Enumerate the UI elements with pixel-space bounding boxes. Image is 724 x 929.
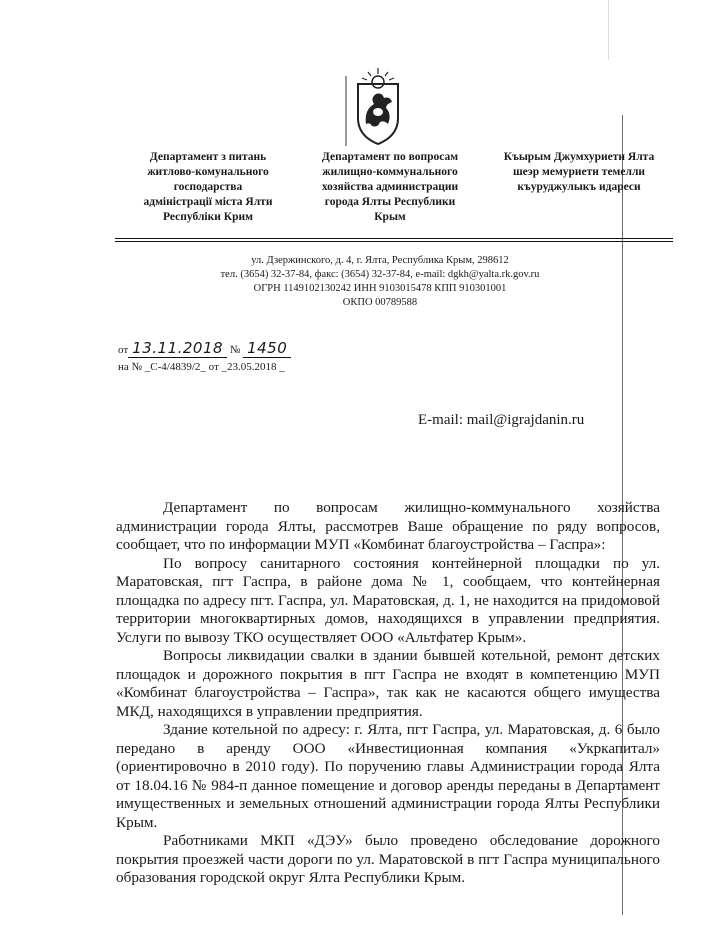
- paragraph: Работниками МКП «ДЭУ» было проведено обследование дорожного покрытия проезжей части дороги по ул. Маратовской в пгт Гаспра муниципального образования городской округ Ялта Республики Крым.: [116, 832, 660, 886]
- number-label: №: [229, 344, 241, 356]
- coat-of-arms-icon: [340, 66, 416, 150]
- dept-ct-line: шеэр мемуриети темелли: [512, 166, 646, 178]
- dept-ru-line: города Ялты Республики: [324, 196, 456, 208]
- scan-artifact-line: [608, 0, 609, 60]
- dept-ru-line: хозяйства администрации: [321, 181, 459, 193]
- dept-ru-line: жилищно-коммунального: [322, 166, 458, 178]
- dept-ua-line: Департамент з питань: [149, 151, 267, 163]
- reply-reference: на № _С-4/4839/2_ от _23.05.2018 _: [118, 361, 285, 373]
- registration-ids-line: ОГРН 1149102130242 ИНН 9103015478 КПП 910301001: [253, 283, 507, 294]
- department-name-ukrainian: [118, 150, 298, 225]
- outgoing-date: 13.11.2018: [128, 340, 227, 358]
- department-name-russian: [305, 150, 475, 225]
- dept-ct-line: Къырым Джумхуриети Ялта: [503, 151, 655, 163]
- okpo-line: ОКПО 00789588: [342, 297, 418, 308]
- letter-body: [116, 499, 660, 888]
- paragraph: Департамент по вопросам жилищно-коммунального хозяйства администрации города Ялты, рассмотрев Ваше обращение по ряду вопросов, сообщает, что по информации МУП «Комбинат благоустройства – Гаспра»:: [116, 499, 660, 553]
- dept-ru-line: Крым: [374, 211, 406, 223]
- phone-email-line: тел. (3654) 32-37-84, факс: (3654) 32-37-84, e-mail: dgkh@yalta.rk.gov.ru: [220, 269, 540, 280]
- outgoing-reference: [118, 340, 291, 376]
- header-divider: [115, 241, 673, 242]
- dept-ua-line: Республіки Крим: [163, 211, 253, 223]
- recipient-email: E-mail: mail@igrajdanin.ru: [418, 412, 585, 428]
- paragraph: По вопросу санитарного состояния контейнерной площадки по ул. Маратовская, пгт Гаспра, в районе дома № 1, сообщаем, что контейнерная площадка по адресу пгт. Гаспра, ул. Маратовская, д. 1, не находится на придомовой территории многоквартирных домов, находящихся в управлении предприятия. Услуги по вывозу ТКО осуществляет ООО «Альтфатер Крым».: [116, 554, 660, 646]
- paragraph: Вопросы ликвидации свалки в здании бывшей котельной, ремонт детских площадок и дорожного покрытия в пгт Гаспра не входят в компетенцию МУП «Комбинат благоустройства – Гаспра», так как не касаются общего имущества МКД, находящихся в управлении предприятия.: [116, 647, 660, 720]
- dept-ct-line: къуруджулыкъ идареси: [517, 181, 641, 193]
- department-name-crimean-tatar: [490, 150, 668, 195]
- address-line: ул. Дзержинского, д. 4, г. Ялта, Республика Крым, 298612: [251, 255, 509, 266]
- from-label: от: [118, 344, 129, 356]
- dept-ru-line: Департамент по вопросам: [321, 151, 459, 163]
- dept-ua-line: господарства: [173, 181, 243, 193]
- dept-ua-line: адміністрації міста Ялти: [143, 196, 273, 208]
- header-divider: [115, 238, 673, 239]
- paragraph: Здание котельной по адресу: г. Ялта, пгт Гаспра, ул. Маратовская, д. 6 было передано в аренду ООО «Инвестиционная компания «Укркапитал» (ориентировочно в 2010 году). По поручению главы Администрации города Ялта от 18.04.16 № 984-п данное помещение и договор аренды переданы в Департамент имущественных и земельных отношений администрации города Ялты Республики Крым.: [116, 721, 660, 831]
- dept-ua-line: житлово-комунального: [147, 166, 269, 178]
- outgoing-number: 1450: [243, 340, 291, 358]
- contact-block: [160, 254, 600, 310]
